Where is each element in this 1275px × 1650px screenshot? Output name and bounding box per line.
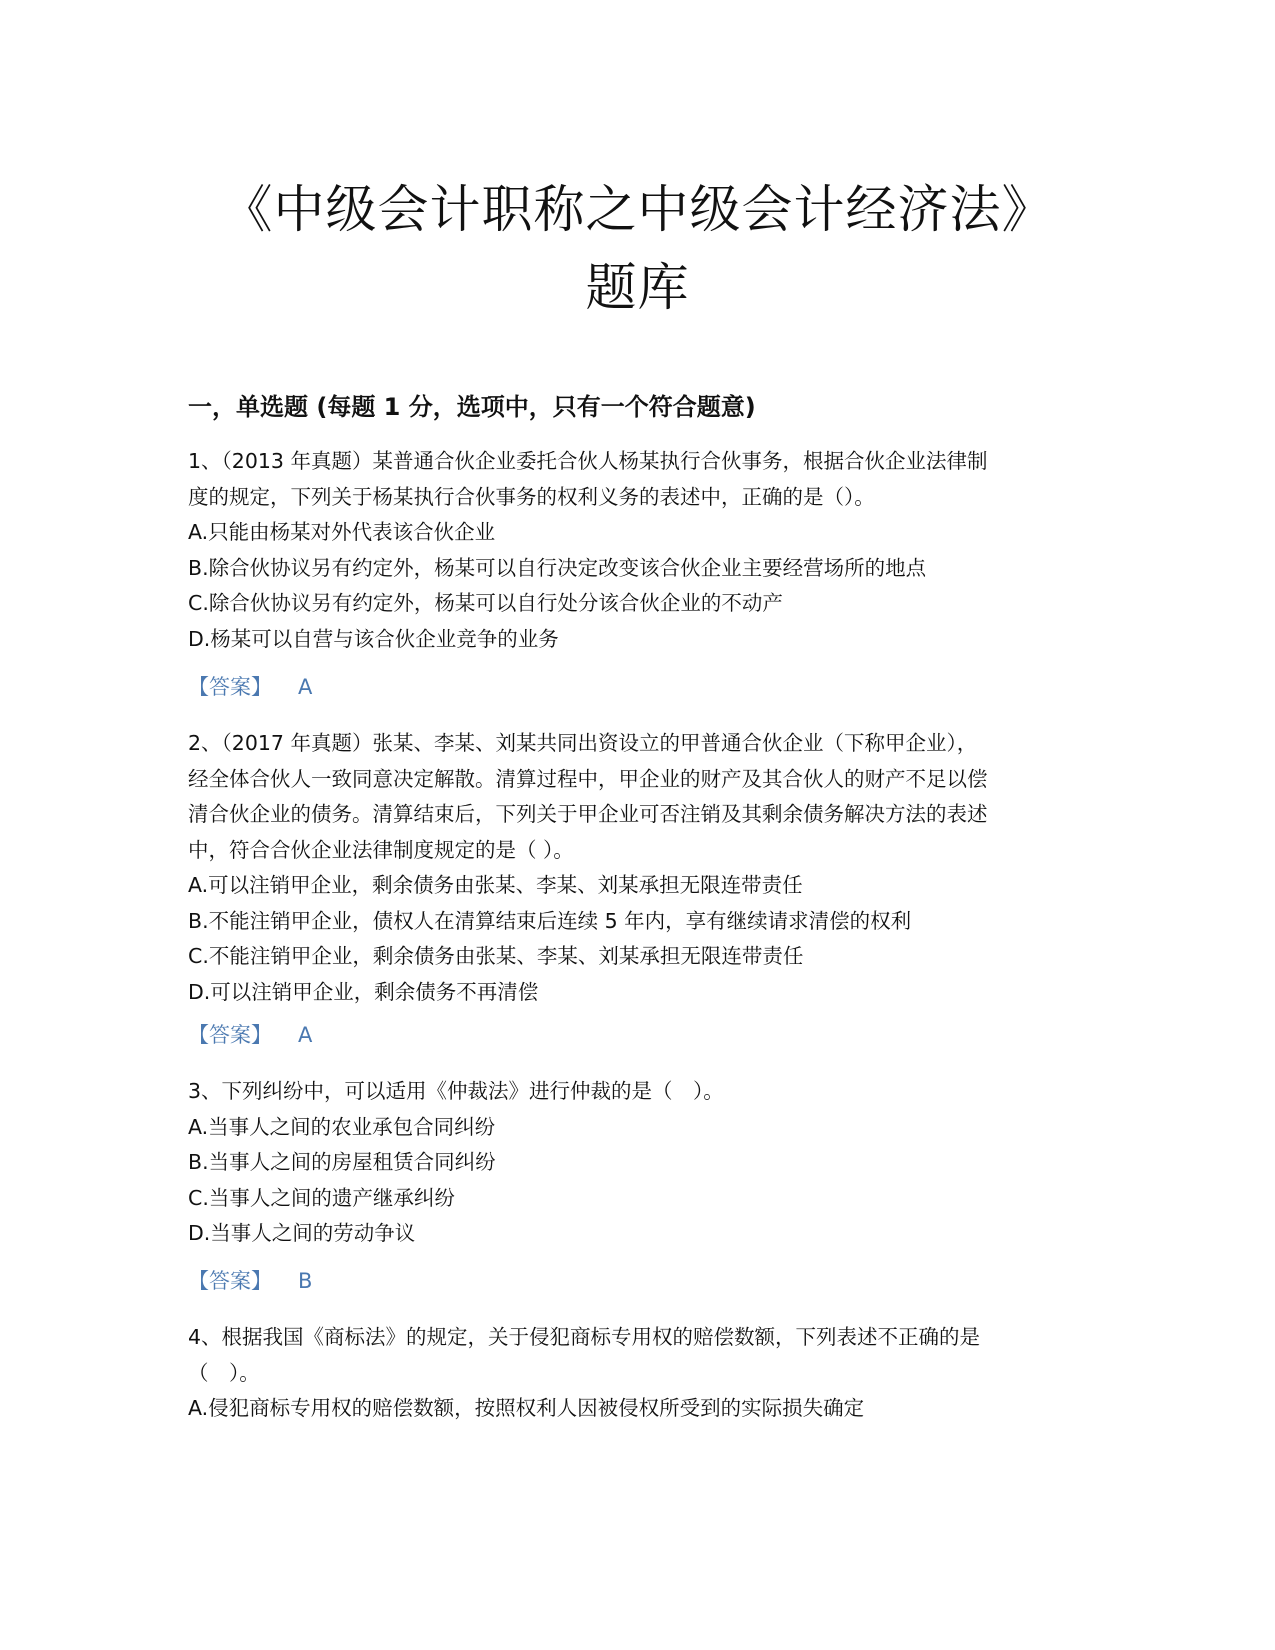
question-3-option-c: C.当事人之间的遗产继承纠纷	[188, 1185, 455, 1210]
question-4-stem-line-2: （ ）。	[188, 1360, 260, 1385]
question-3-stem-line-1: 3、下列纠纷中，可以适用《仲裁法》进行仲裁的是（ ）。	[188, 1079, 724, 1103]
section-heading: 一，单选题 (每题 1 分，选项中，只有一个符合题意)	[188, 393, 756, 421]
question-1-option-a: A.只能由杨某对外代表该合伙企业	[188, 520, 496, 544]
question-1-stem-line-2: 度的规定，下列关于杨某执行合伙事务的权利义务的表述中，正确的是（）。	[188, 484, 875, 509]
question-2-option-c: C.不能注销甲企业，剩余债务由张某、李某、刘某承担无限连带责任	[188, 944, 804, 968]
answer-value: A	[298, 1023, 313, 1047]
question-2-stem-line-4: 中，符合合伙企业法律制度规定的是（ ）。	[188, 837, 574, 862]
question-3-option-d: D.当事人之间的劳动争议	[188, 1221, 416, 1245]
answer-value: A	[298, 675, 313, 699]
question-2-stem-line-2: 经全体合伙人一致同意决定解散。清算过程中，甲企业的财产及其合伙人的财产不足以偿	[188, 766, 988, 791]
title-line-1: 《中级会计职称之中级会计经济法》	[221, 181, 1054, 240]
question-4	[188, 1320, 1083, 1427]
question-1-stem-line-1: 1、（2013 年真题）某普通合伙企业委托合伙人杨某执行合伙事务，根据合伙企业法律制	[188, 449, 988, 473]
question-2-stem-line-1: 2、（2017 年真题）张某、李某、刘某共同出资设立的甲普通合伙企业（下称甲企业），	[188, 731, 978, 755]
document-title	[150, 172, 1125, 328]
answer-value: B	[298, 1269, 313, 1293]
question-3-option-b: B.当事人之间的房屋租赁合同纠纷	[188, 1150, 496, 1174]
question-2	[188, 726, 1083, 1010]
question-2-option-a: A.可以注销甲企业，剩余债务由张某、李某、刘某承担无限连带责任	[188, 873, 803, 897]
question-2-stem-line-3: 清合伙企业的债务。清算结束后，下列关于甲企业可否注销及其剩余债务解决方法的表述	[188, 802, 988, 826]
question-2-option-d: D.可以注销甲企业，剩余债务不再清偿	[188, 979, 539, 1004]
question-3	[188, 1074, 1083, 1252]
question-4-stem-line-1: 4、根据我国《商标法》的规定，关于侵犯商标专用权的赔偿数额，下列表述不正确的是	[188, 1325, 981, 1349]
answer-label: 【答案】	[188, 1023, 272, 1047]
answer-label: 【答案】	[188, 675, 272, 699]
question-3-answer	[188, 1264, 312, 1298]
question-1-answer	[188, 670, 312, 704]
question-1-option-b: B.除合伙协议另有约定外，杨某可以自行决定改变该合伙企业主要经营场所的地点	[188, 555, 927, 580]
question-4-option-a: A.侵犯商标专用权的赔偿数额，按照权利人因被侵权所受到的实际损失确定	[188, 1396, 865, 1420]
title-line-2: 题库	[585, 259, 690, 318]
answer-label: 【答案】	[188, 1269, 272, 1293]
question-1	[188, 444, 1083, 657]
question-2-answer	[188, 1018, 312, 1052]
question-2-option-b: B.不能注销甲企业，债权人在清算结束后连续 5 年内，享有继续请求清偿的权利	[188, 908, 912, 933]
question-3-option-a: A.当事人之间的农业承包合同纠纷	[188, 1114, 496, 1139]
question-1-option-d: D.杨某可以自营与该合伙企业竞争的业务	[188, 626, 559, 651]
question-1-option-c: C.除合伙协议另有约定外，杨某可以自行处分该合伙企业的不动产	[188, 591, 783, 615]
